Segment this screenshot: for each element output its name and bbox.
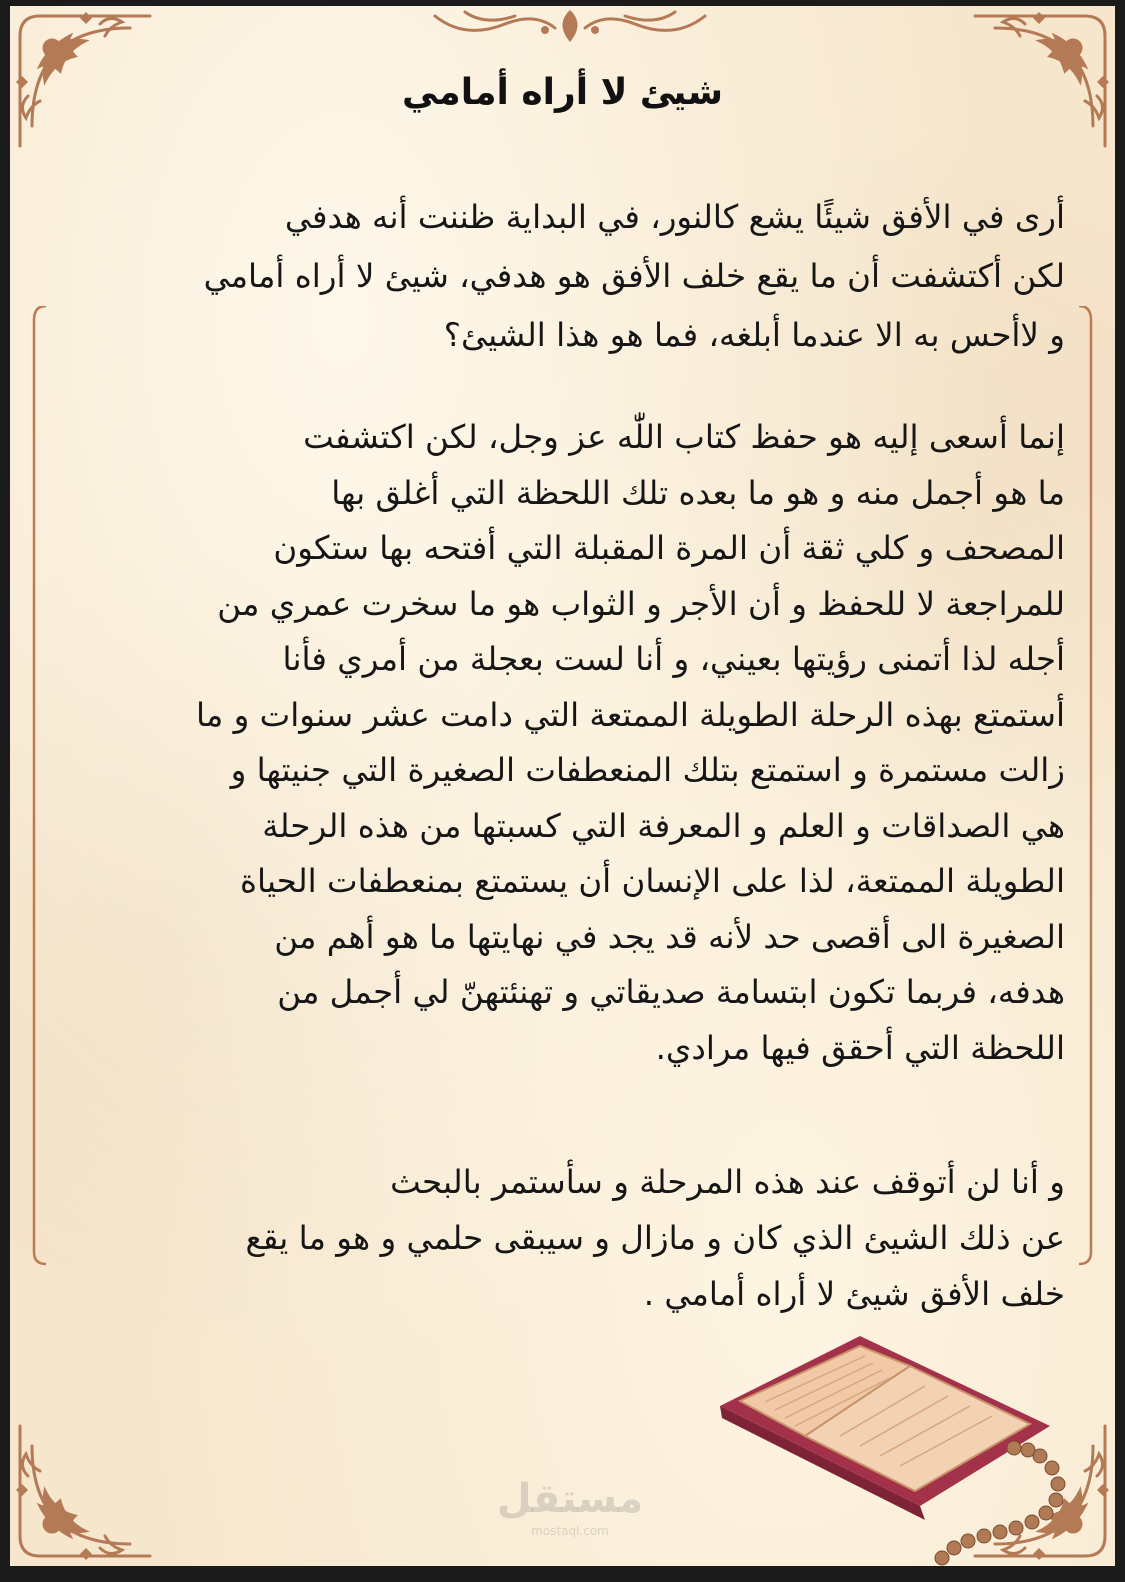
top-ornament-icon — [425, 6, 715, 50]
watermark-logo: مستقل — [496, 1476, 644, 1522]
text-line: أستمتع بهذه الرحلة الطويلة الممتعة التي دامت عشر سنوات و ما — [196, 695, 1065, 734]
text-line: أجله لذا أتمنى رؤيتها بعيني، و أنا لست بعجلة من أمري فأنا — [282, 640, 1065, 678]
text-line: أرى في الأفق شيئًا يشع كالنور، في البداية ظننت أنه هدفي — [284, 198, 1065, 236]
corner-ornament-icon — [10, 1416, 160, 1566]
text-line: الطويلة الممتعة، لذا على الإنسان أن يستمتع بمنعطفات الحياة — [240, 862, 1065, 900]
text-line: و لاأحس به الا عندما أبلغه، فما هو هذا الشيئ؟ — [443, 316, 1065, 354]
text-line: زالت مستمرة و استمتع بتلك المنعطفات الصغيرة التي جنيتها و — [230, 751, 1065, 789]
paragraph-3 — [245, 1154, 1065, 1322]
text-line: هدفه، فربما تكون ابتسامة صديقاتي و تهنئتهنّ لي أجمل من — [277, 973, 1065, 1011]
paragraph-1 — [204, 188, 1065, 365]
text-line: عن ذلك الشيئ الذي كان و مازال و سيبقى حلمي و هو ما يقع — [245, 1219, 1065, 1257]
document-page — [10, 6, 1115, 1566]
text-line: الصغيرة الى أقصى حد لأنه قد يجد في نهايتها ما هو أهم من — [274, 917, 1065, 956]
paragraph-2 — [196, 410, 1065, 1076]
text-line: خلف الأفق شيئ لا أراه أمامي . — [643, 1275, 1065, 1313]
text-line: ما هو أجمل منه و هو ما بعده تلك اللحظة التي أغلق بها — [331, 473, 1065, 512]
text-line: للمراجعة لا للحفظ و أن الأجر و الثواب هو ما سخرت عمري من — [217, 584, 1065, 623]
text-line: لكن أكتشفت أن ما يقع خلف الأفق هو هدفي، شيئ لا أراه أمامي — [203, 257, 1065, 295]
text-line: إنما أسعى إليه هو حفظ كتاب اللّٰه عز وجل، لكن اكتشفت — [303, 418, 1065, 456]
text-line: و أنا لن أتوقف عند هذه المرحلة و سأستمر بالبحث — [390, 1163, 1065, 1201]
page-title: شيئ لا أراه أمامي — [401, 72, 723, 113]
text-line: اللحظة التي أحقق فيها مرادي. — [655, 1028, 1065, 1067]
open-book-icon — [710, 1306, 1110, 1566]
watermark-url: mostaql.com — [531, 1524, 609, 1538]
text-line: هي الصداقات و العلم و المعرفة التي كسبتها من هذه الرحلة — [262, 806, 1065, 845]
text-line: المصحف و كلي ثقة أن المرة المقبلة التي أفتحه بها ستكون — [273, 529, 1065, 567]
